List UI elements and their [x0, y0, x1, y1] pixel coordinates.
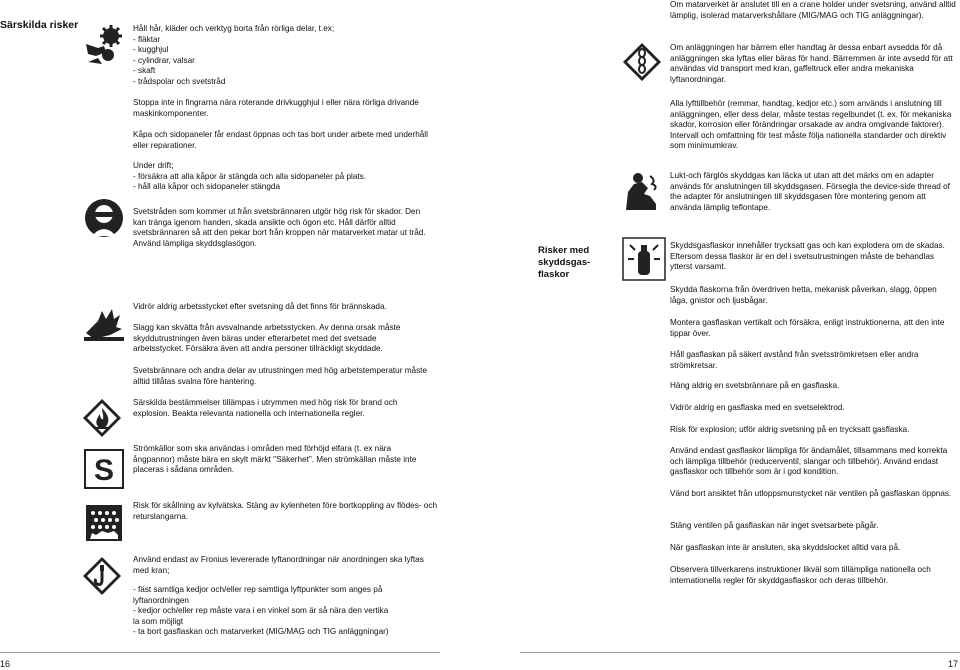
text-block: Alla lyfttillbehör (remmar, handtag, kedjor etc.) som används i anslutning till anläggningen, eller dess delar, måste testas regelbundet (t. ex. för mekaniska skador, korrosion eller förändringar orsakade av andra omgivande faktorer). Intervall och omfattning för test måste följa nationella standarder och direktiv som minimumkrav. [670, 99, 952, 151]
text-block: Särskilda bestämmelser tillämpas i utrymmen med hög risk för brand och explosion. Beakta relevanta nationella och internationella regler. [133, 398, 398, 418]
text-block: Häng aldrig en svetsbrännare på en gasflaska. [670, 381, 840, 390]
text-block: När gasflaskan inte är ansluten, ska skyddslocket alltid vara på. [670, 543, 901, 552]
text-block: Under drift; - försäkra att alla kåpor är stängda och alla sidopaneler på plats. - håll alla kåpor och sidopaneler stängda [133, 161, 367, 192]
text-block: Vänd bort ansiktet från utloppsmunstycket när ventilen på gasflaskan öppnas. [670, 489, 952, 498]
text-block: Om matarverket är anslutet till en a crane holder under svetsning, använd alltid lämplig, isolerad matarverkshållare (MIG/MAG och TIG anläggningar). [670, 0, 956, 20]
text-block: Vidrör aldrig arbetsstycket efter svetsning då det finns för brännskada. [133, 302, 387, 311]
text-block: Kåpa och sidopaneler får endast öppnas och tas bort under arbete med underhåll eller reparationer. [133, 130, 428, 150]
section-title-gas-cylinders: Risker med skyddsgas- flaskor [538, 245, 591, 280]
text-block: Skydda flaskorna från överdriven hetta, mekanisk påverkan, slagg, öppen låga, gnistor och ljusbågar. [670, 285, 937, 305]
page-number-left: 16 [0, 659, 11, 669]
text-block: Använd endast gasflaskor lämpliga för ändamålet, tillsammans med korrekta och lämpliga tillbehör (reducerventil, slangar och tillbehör). Använd endast gasflaskor och tillbehör som är i god kondition. [670, 446, 948, 477]
rotating-parts-warning-icon [84, 22, 130, 68]
text-block: Observera tillverkarens instruktioner likväl som tillämpliga nationella och internationella regler för skyddgasflaskor och deras tillbehör. [670, 565, 931, 585]
page-divider [520, 652, 960, 653]
text-block: Skyddsgasflaskor innehåller trycksatt gas och kan explodera om de skadas. Eftersom dessa flaskor är en del i svetsutrustningen måste de behandlas ytterst varsamt. [670, 241, 945, 272]
text-block: Svetsbrännare och andra delar av utrustningen med hög arbetstemperatur måste alltid tillåtas svalna före hantering. [133, 366, 428, 386]
crane-hook-icon [82, 556, 122, 596]
hot-surface-hand-icon [82, 303, 126, 343]
section-title-special-risks: Särskilda risker [0, 19, 79, 31]
scalding-coolant-icon [84, 503, 124, 543]
safety-s-sign-icon [84, 449, 124, 489]
svg-text:S: S [93, 454, 115, 487]
text-block: Risk för skållning av kylvätska. Stäng av kylenheten före bortkoppling av flödes- och returslangarna. [133, 501, 438, 521]
text-block: Använd endast av Fronius levererade lyftanordningar när anordningen ska lyftas med kran; [133, 555, 424, 575]
text-block: Stäng ventilen på gasflaskan när inget svetsarbete pågår. [670, 521, 879, 530]
text-block-list: - fäst samtliga kedjor och/eller rep samtliga lyftpunkter som anges på lyftanordningen - kedjor och/eller rep måste vara i en vinkel som är så nära den vertika la som möjligt - ta bort gasflaskan och matarverket (MIG/MAG och TIG anläggningar) [133, 585, 389, 637]
text-block: Om anläggningen har bärrem eller handtag är dessa enbart avsedda för då anläggningen ska lyftas eller bäras för hand. Bärremmen är inte avsedd för att användas vid transport med kran, gaffeltruck eller andra mekaniska lyftanordningar. [670, 43, 953, 84]
chain-lifting-icon [622, 42, 662, 82]
text-block: Risk för explosion; utför aldrig svetsning på en trycksatt gasflaska. [670, 425, 910, 434]
text-block: Strömkällor som ska användas i områden med förhöjd elfara (t. ex nära ångpannor) måste bära en skylt märkt "Säkerhet". Men strömkällan måste inte placeras i sådana områden. [133, 444, 417, 475]
eye-protection-icon [84, 198, 124, 238]
toxic-gas-leak-icon [620, 170, 664, 214]
text-block: Svetstråden som kommer ut från svetsbrännaren utgör hög risk för skador. Den kan tränga igenom handen, skada ansikte och ögon etc. Håll därför alltid svetsbrännaren så att den pekar bort från kroppen när matarverket matar ut tråd. Använd lämpliga skyddsglasögon. [133, 207, 426, 248]
page-divider [0, 652, 440, 653]
text-block: Håll gasflaskan på säkert avstånd från svetsströmkretsen eller andra strömkretsar. [670, 350, 919, 370]
text-block: Stoppa inte in fingrarna nära roterande drivkugghjul i eller nära rörliga drivande maskinkomponenter. [133, 98, 419, 118]
text-block: Vidrör aldrig en gasflaska med en svetselektrod. [670, 403, 845, 412]
text-block: Montera gasflaskan vertikalt och försäkra, enligt instruktionerna, att den inte tippar över. [670, 318, 945, 338]
fire-hazard-icon [82, 398, 122, 438]
text-block: Lukt-och färglös skyddgas kan läcka ut utan att det märks om en adapter används för anslutningen till skyddsgasen. Försegla the device-side thread of the adapter för anslutningen till skyddsgasen före montering genom att använda lämplig teflontape. [670, 171, 950, 212]
gas-cylinder-explosion-icon [622, 237, 666, 281]
text-block: Slagg kan skvätta från avsvalnande arbetsstycken. Av denna orsak måste skyddutrustningen även bäras under efterarbetet med det svetsade arbetsstycket. Försäkra även att andra personer tillräckligt skyddade. [133, 323, 401, 354]
page-number-right: 17 [948, 659, 959, 669]
text-block: Håll hår, kläder och verktyg borta från rörliga delar, t.ex; - fläktar - kugghjul - cylindrar, valsar - skaft - trådspolar och svetstråd [133, 24, 335, 86]
